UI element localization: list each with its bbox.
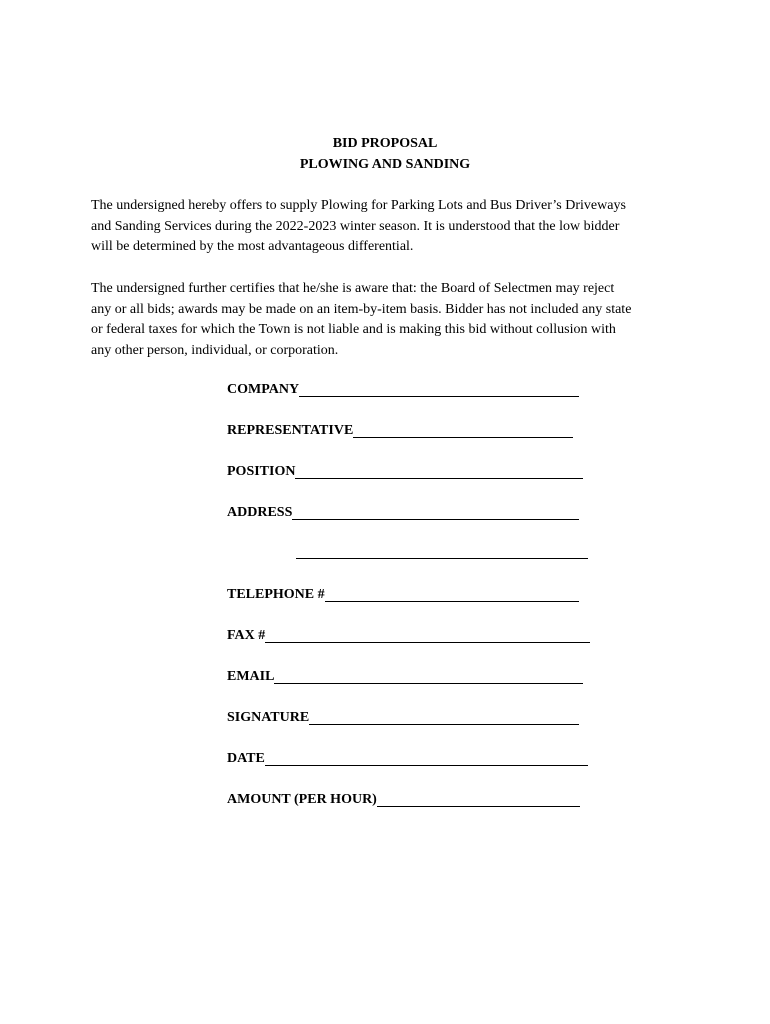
paragraph-line: The undersigned further certifies that he/she is aware that: the Board of Selectmen may reject [91, 281, 615, 296]
signature-blank[interactable] [309, 710, 579, 725]
paragraph-line: or federal taxes for which the Town is not liable and is making this bid without collusion with [91, 322, 616, 338]
position-field[interactable] [227, 462, 583, 482]
fax-field[interactable] [227, 626, 590, 646]
address-line2-blank[interactable] [296, 544, 588, 559]
email-label: EMAIL [227, 669, 275, 684]
fax-label: FAX # [227, 628, 266, 643]
paragraph-line: any or all bids; awards may be made on an item-by-item basis. Bidder has not included any state [91, 301, 632, 317]
paragraph-certification [91, 279, 691, 362]
email-blank[interactable] [274, 669, 583, 684]
paragraph-line: will be determined by the most advantageous differential. [91, 239, 414, 255]
address-line2-field[interactable] [296, 544, 588, 562]
company-blank[interactable] [299, 382, 579, 397]
fax-blank[interactable] [265, 628, 590, 643]
email-field[interactable] [227, 667, 583, 687]
representative-field[interactable] [227, 421, 573, 441]
amount-field[interactable] [227, 790, 580, 810]
representative-blank[interactable] [353, 423, 573, 438]
document-title: BID PROPOSAL [332, 136, 438, 151]
position-blank[interactable] [295, 464, 583, 479]
date-label: DATE [227, 751, 265, 766]
signature-field[interactable] [227, 708, 579, 728]
telephone-field[interactable] [227, 585, 579, 605]
document-subtitle: PLOWING AND SANDING [299, 157, 471, 172]
telephone-label: TELEPHONE # [227, 587, 325, 602]
signature-label: SIGNATURE [227, 710, 310, 725]
paragraph-offer [91, 196, 691, 258]
amount-blank[interactable] [377, 792, 580, 807]
telephone-blank[interactable] [325, 587, 579, 602]
company-label: COMPANY [227, 382, 300, 397]
position-label: POSITION [227, 464, 296, 479]
representative-label: REPRESENTATIVE [227, 423, 354, 438]
paragraph-line: and Sanding Services during the 2022-2023 winter season. It is understood that the low bidder [91, 218, 620, 234]
address-label: ADDRESS [227, 505, 293, 520]
address-blank[interactable] [292, 505, 579, 520]
paragraph-line: The undersigned hereby offers to supply Plowing for Parking Lots and Bus Driver’s Driveways [91, 198, 626, 213]
date-blank[interactable] [265, 751, 588, 766]
amount-label: AMOUNT (PER HOUR) [227, 792, 377, 807]
address-field[interactable] [227, 503, 579, 523]
paragraph-line: any other person, individual, or corporation. [91, 343, 339, 359]
company-field[interactable] [227, 380, 579, 400]
date-field[interactable] [227, 749, 588, 769]
